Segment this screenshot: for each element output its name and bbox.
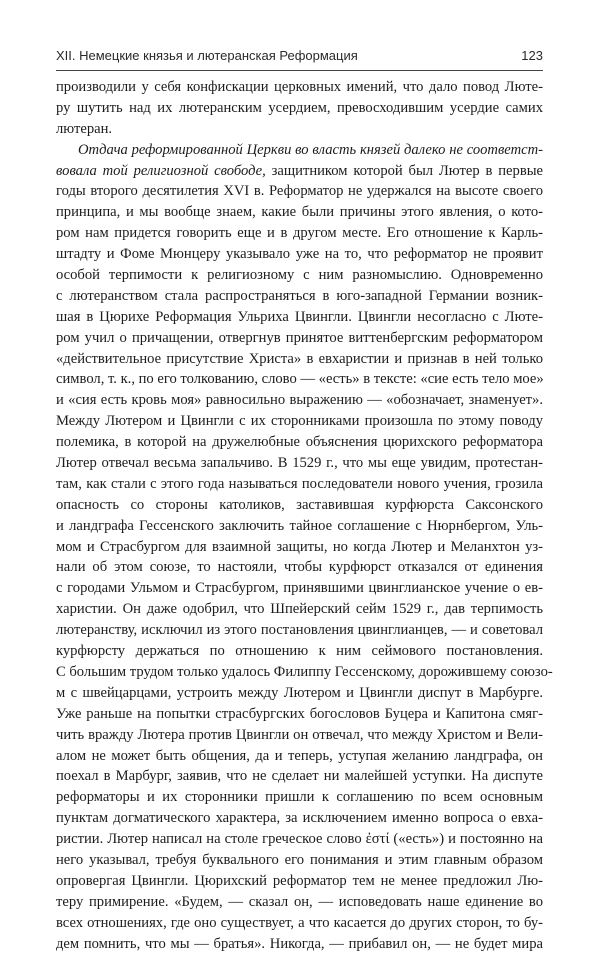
text-line: «действительное присутствие Христа» в евхаристии и признав в ней только <box>56 350 543 367</box>
text-line-mixed <box>56 161 543 182</box>
text-line: алом не может быть общения, да и теперь, уступая желанию ландграфа, он <box>56 747 543 764</box>
text-line: поехал в Марбург, заявив, что не сделает ни малейшей уступки. На диспуте <box>56 768 543 785</box>
text-line: курфюрсту держаться по отношению к ним сеймового постановления. <box>56 643 543 660</box>
page-number: 123 <box>521 48 543 63</box>
text-line: опровергая Цвингли. Цюрихский реформатор тем не менее предложил Лю- <box>56 872 543 889</box>
text-line: принципа, и мы вообще знаем, какие были причины этого явления, о кото- <box>56 204 543 221</box>
text-line: и ландграфа Гессенского заключить тайное соглашение с Нюрнбергом, Уль- <box>56 517 543 534</box>
text-line: теру примирение. «Будем, — сказал он, — исповедовать наше единение во <box>56 893 543 910</box>
text-line: шая в Цюрихе Реформация Ульриха Цвингли. Цвингли несогласно с Люте- <box>56 308 543 325</box>
text-line: годы второго десятилетия XVI в. Реформатор не удержался на высоте своего <box>56 183 543 200</box>
text-line: мом и Страсбургом для взаимной защиты, но когда Лютер и Меланхтон уз- <box>56 538 543 555</box>
text-line-italic <box>56 140 543 161</box>
text-line: Уже раньше на попытки страсбургских богословов Буцера и Капитона смяг- <box>56 705 543 722</box>
text-line: полемика, в которой на дружелюбные объяснения цюрихского реформатора <box>56 434 543 451</box>
text-line: дем помнить, что мы — братья». Никогда, — прибавил он, — не будет мира <box>56 935 543 952</box>
text-line: лютеранству, исключил из этого постановления цвинглианцев, — и советовал <box>56 622 543 639</box>
text-line: пунктам догматического характера, за исключением именно вопроса о евха- <box>56 810 543 827</box>
text-line: штадту и Фоме Мюнцеру указывало уже на то, что реформатор не проявит <box>56 246 543 263</box>
text-line: лютеран. <box>56 120 113 137</box>
text-line: символ, т. к., по его толкованию, слово — «есть» в тексте: «сие есть тело мое» <box>56 371 544 388</box>
italic-phrase: Отдача реформированной Церкви во власть князей далеко не соответст- <box>78 141 543 158</box>
text-line: нали об этом союзе, то настояли, чтобы курфюрст отказался от единения <box>56 559 543 576</box>
text-line: особой терпимости к религиозному с ним разномыслию. Одновременно <box>56 267 543 284</box>
text-line: там, как стали с этого года называться последователи нового учения, грозила <box>56 475 543 492</box>
text-line: харистии. Он даже одобрил, что Шпейерский сейм 1529 г., дав терпимость <box>56 601 543 618</box>
chapter-title: XII. Немецкие князья и лютеранская Реформация <box>56 48 358 63</box>
text-line: ром учил о причащении, отвергнув принятое виттенбергским реформатором <box>56 329 543 346</box>
text-line: чить вражду Лютера против Цвингли он отвечал, что между Христом и Вели- <box>56 726 543 743</box>
text-line: реформаторы и их сторонники пришли к соглашению по всем основным <box>56 789 543 806</box>
running-head <box>56 48 543 70</box>
text-line: опасность со стороны католиков, заставившая курфюрста Саксонского <box>56 496 543 513</box>
body-text <box>56 77 553 954</box>
text-line: С большим трудом только удалось Филиппу Гессенскому, дорожившему союзо- <box>56 663 553 680</box>
text-line: с городами Ульмом и Страсбургом, принявшими цвинглианское учение о ев- <box>56 580 543 597</box>
text-line: с лютеранством стала распространяться в юго-западной Германии возник- <box>56 287 543 304</box>
text-line: всех отношениях, где оно существует, а что касается до других сторон, то бу- <box>56 914 543 931</box>
text-fragment: защитником которой был Лютер в первые <box>265 162 543 179</box>
text-line: ристии. Лютер написал на столе греческое слово ἐστί («есть») и постоянно на <box>56 831 543 848</box>
italic-phrase: вовала той религиозной свободе, <box>56 162 266 179</box>
text-line: Между Лютером и Цвингли с их сторонниками произошла по этому поводу <box>56 413 543 430</box>
text-line: производили у себя конфискации церковных имений, что дало повод Люте- <box>56 79 543 95</box>
text-line: Лютер отвечал весьма запальчиво. В 1529 г., что мы еще увидим, протестан- <box>56 455 543 472</box>
text-line: ру шутить над их лютеранским усердием, превосходившим усердие самих <box>56 99 543 116</box>
text-line: него указывал, требуя буквального его понимания и этим главным образом <box>56 851 543 868</box>
text-line: ром нам придется говорить еще и в другом месте. Его отношение к Карль- <box>56 225 543 242</box>
text-line: м с швейцарцами, устроить между Лютером и Цвингли диспут в Марбурге. <box>56 684 543 701</box>
header-divider <box>56 70 543 71</box>
text-line: и «сия есть кровь моя» равносильно выражению — «обозначает, знаменует». <box>56 392 543 409</box>
